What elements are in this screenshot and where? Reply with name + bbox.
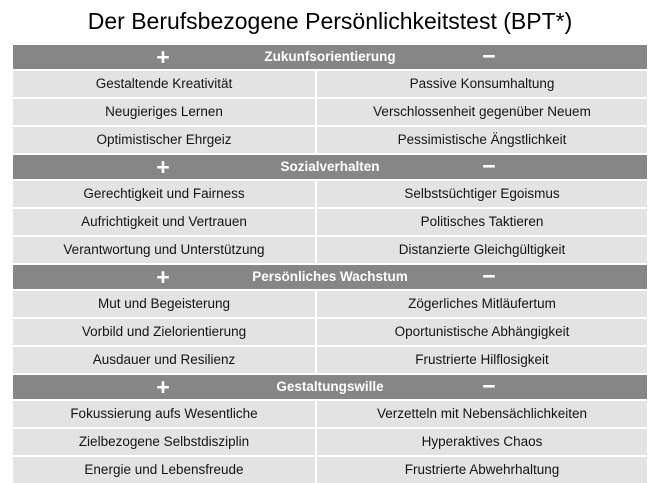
table-row — [13, 401, 647, 427]
positive-trait: Mut und Begeisterung — [13, 291, 315, 317]
page-title: Der Berufsbezogene Persönlichkeitstest (BPT*) — [87, 8, 573, 34]
positive-trait: Aufrichtigkeit und Vertrauen — [13, 209, 315, 235]
table-row — [13, 71, 647, 97]
plus-icon: + — [156, 264, 170, 290]
negative-trait: Verzetteln mit Nebensächlichkeiten — [317, 401, 647, 427]
section-title: Gestaltungswille — [276, 379, 384, 394]
positive-trait: Gerechtigkeit und Fairness — [13, 181, 315, 207]
plus-icon: + — [156, 154, 170, 180]
negative-trait: Oportunistische Abhängigkeit — [317, 319, 647, 345]
negative-trait: Hyperaktives Chaos — [317, 429, 647, 455]
table-row — [13, 457, 647, 483]
table-row — [13, 291, 647, 317]
plus-icon: + — [156, 44, 170, 70]
table-row — [13, 347, 647, 373]
table-row — [13, 209, 647, 235]
table-row — [13, 319, 647, 345]
negative-trait: Distanzierte Gleichgültigkeit — [317, 237, 647, 263]
table-row — [13, 181, 647, 207]
positive-trait: Fokussierung aufs Wesentliche — [13, 401, 315, 427]
table-row — [13, 237, 647, 263]
positive-trait: Gestaltende Kreativität — [13, 71, 315, 97]
section-header-zukunftsorientierung — [13, 45, 647, 69]
positive-trait: Zielbezogene Selbstdisziplin — [13, 429, 315, 455]
positive-trait: Ausdauer und Resilienz — [13, 347, 315, 373]
positive-trait: Optimistischer Ehrgeiz — [13, 127, 315, 153]
minus-icon: − — [482, 153, 496, 179]
section-title: Zukunfsorientierung — [264, 49, 396, 64]
positive-trait: Verantwortung und Unterstützung — [13, 237, 315, 263]
section-header-persoenliches-wachstum — [13, 265, 647, 289]
table-row — [13, 429, 647, 455]
negative-trait: Pessimistische Ängstlichkeit — [317, 127, 647, 153]
table-row — [13, 99, 647, 125]
negative-trait: Zögerliches Mitläufertum — [317, 291, 647, 317]
positive-trait: Neugieriges Lernen — [13, 99, 315, 125]
positive-trait: Vorbild und Zielorientierung — [13, 319, 315, 345]
minus-icon: − — [482, 43, 496, 69]
negative-trait: Selbstsüchtiger Egoismus — [317, 181, 647, 207]
negative-trait: Frustrierte Abwehrhaltung — [317, 457, 647, 483]
section-header-sozialverhalten — [13, 155, 647, 179]
negative-trait: Frustrierte Hilflosigkeit — [317, 347, 647, 373]
plus-icon: + — [156, 374, 170, 400]
minus-icon: − — [482, 373, 496, 399]
negative-trait: Passive Konsumhaltung — [317, 71, 647, 97]
section-title: Persönliches Wachstum — [252, 269, 408, 284]
table-row — [13, 127, 647, 153]
section-header-gestaltungswille — [13, 375, 647, 399]
minus-icon: − — [482, 263, 496, 289]
positive-trait: Energie und Lebensfreude — [13, 457, 315, 483]
negative-trait: Politisches Taktieren — [317, 209, 647, 235]
personality-table — [13, 45, 647, 483]
negative-trait: Verschlossenheit gegenüber Neuem — [317, 99, 647, 125]
section-title: Sozialverhalten — [280, 159, 380, 174]
